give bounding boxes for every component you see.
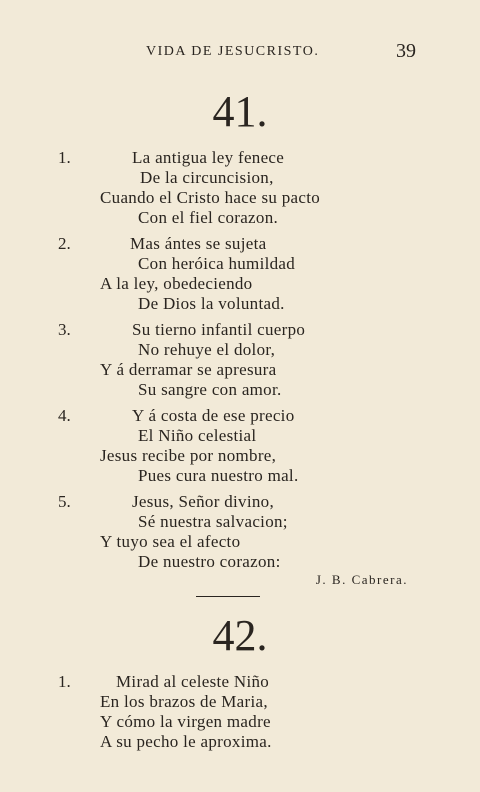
verse-line: De la circuncision, — [140, 168, 274, 187]
verse-line: Jesus, Señor divino, — [132, 492, 274, 511]
verse-line: Mirad al celeste Niño — [116, 672, 270, 691]
hymn-author: J. B. Cabrera. — [315, 572, 408, 587]
running-title: VIDA DE JESUCRISTO. — [146, 44, 320, 59]
section-divider — [196, 596, 260, 597]
verse-line: Cuando el Cristo hace su pacto — [100, 188, 321, 207]
verse-line: A la ley, obedeciendo — [100, 274, 253, 293]
verse-line: La antigua ley fenece — [132, 148, 285, 167]
verse-line: Pues cura nuestro mal. — [138, 466, 299, 485]
verse-line: Y tuyo sea el afecto — [100, 532, 241, 551]
verse-line: Con heróica humildad — [138, 254, 296, 273]
verse-line: Con el fiel corazon. — [138, 208, 279, 227]
stanza-number: 4. — [58, 406, 71, 425]
hymn-number: 41. — [212, 87, 268, 136]
verse-line: No rehuye el dolor, — [138, 340, 276, 359]
verse-line: De Dios la voluntad. — [138, 294, 285, 313]
verse-line: Sé nuestra salvacion; — [138, 512, 288, 531]
stanza-number: 1. — [58, 672, 71, 691]
verse-line: Su sangre con amor. — [138, 380, 282, 399]
verse-line: Y á derramar se apresura — [100, 360, 277, 379]
verse-line: De nuestro corazon: — [138, 552, 281, 571]
verse-line: Y cómo la virgen madre — [100, 712, 271, 731]
running-head — [0, 40, 480, 64]
verse-line: El Niño celestial — [138, 426, 257, 445]
verse-line: Mas ántes se sujeta — [130, 234, 267, 253]
page-number: 39 — [396, 40, 416, 62]
stanza-number: 3. — [58, 320, 71, 339]
verse-line: Jesus recibe por nombre, — [100, 446, 277, 465]
stanza-number: 2. — [58, 234, 71, 253]
hymn-number: 42. — [212, 611, 268, 660]
stanza-number: 1. — [58, 148, 71, 167]
verse-line: Y á costa de ese precio — [132, 406, 295, 425]
verse-line: A su pecho le aproxima. — [100, 732, 272, 751]
stanza-number: 5. — [58, 492, 71, 511]
verse-line: Su tierno infantil cuerpo — [132, 320, 306, 339]
verse-line: En los brazos de Maria, — [100, 692, 268, 711]
